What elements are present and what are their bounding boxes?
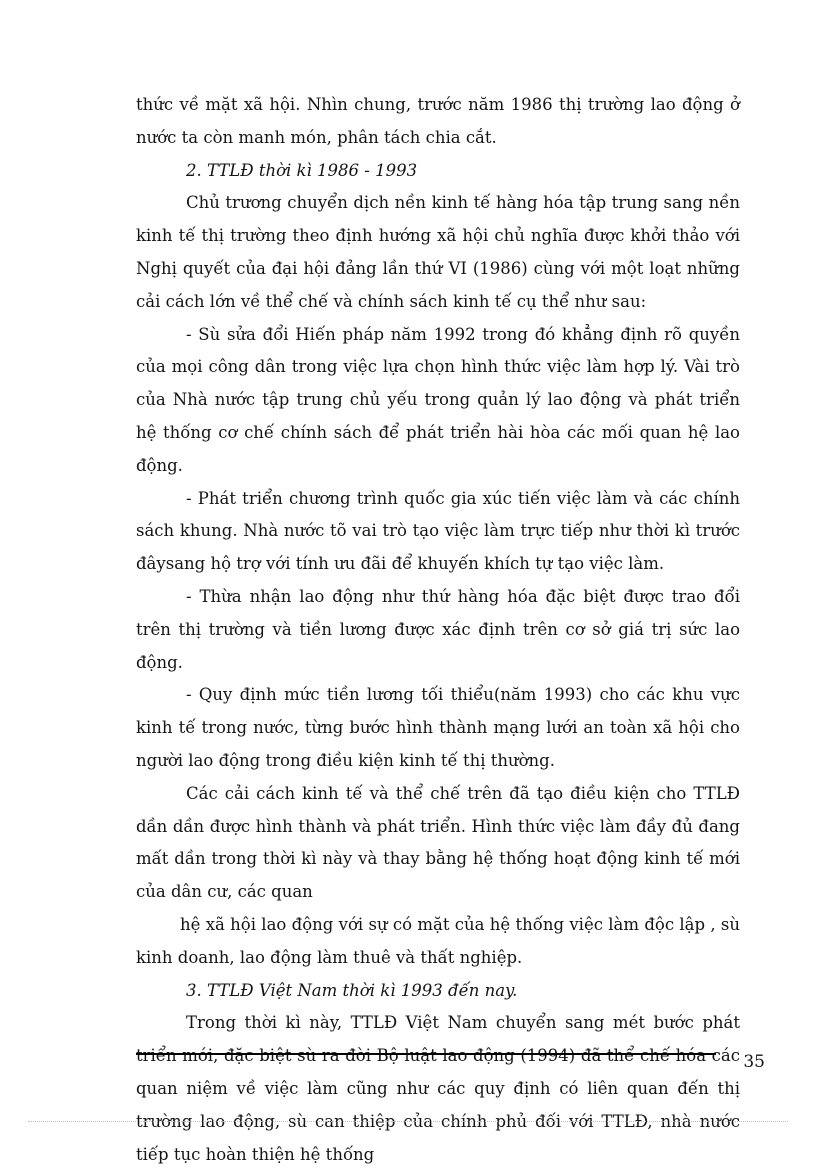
bullet-employment-program: - Phát triển chương trình quốc gia xúc tiến việc làm và các chính sách khung. Nhà nước tõ vai trò tạo việc làm trực tiếp như thời kì trước đâysang hộ trợ với tính ưu đãi để khuyến khích tự tạo việc làm. [136,488,740,574]
page-bottom-edge [28,1121,788,1122]
section-heading-2: 2. TTLĐ thời kì 1986 - 1993 [186,160,418,180]
document-body [136,89,740,1171]
paragraph-policy: Chủ trương chuyển dịch nền kinh tế hàng hóa tập trung sang nền kinh tế thị trường theo định hướng xã hội chủ nghĩa được khởi thảo với Nghị quyết của đại hội đảng lần thứ VI (1986) cùng với một loạt những cải cách lớn về thể chế và chính sách kinh tế cụ thể như sau: [136,193,740,311]
paragraph-reform-continued: hệ xã hội lao động với sự có mặt của hệ thống việc làm độc lập , sù [180,914,740,934]
paragraph-current-period: Trong thời kì này, TTLĐ Việt Nam chuyển sang mét bước phát triển mới, đặc biệt sù ra đời Bộ luật lao động (1994) đã thể chế hóa các quan niệm về việc làm cũng như các quy định có liên quan đến thị trường lao động, sù can thiệp của chính phủ đối với TTLĐ, nhà nước tiếp tục hoàn thiện hệ thống [136,1013,740,1164]
page-number: 35 [743,1052,765,1072]
paragraph-intro: thức về mặt xã hội. Nhìn chung, trước năm 1986 thị trường lao động ở nước ta còn manh món, phân tách chia cắt. [136,95,740,147]
paragraph-reform-end: kinh doanh, lao động làm thuê và thất nghiệp. [136,947,523,967]
bullet-constitution: - Sù sửa đổi Hiến pháp năm 1992 trong đó khẳng định rõ quyền của mọi công dân trong việc lựa chọn hình thức việc làm hợp lý. Vài trò của Nhà nước tập trung chủ yếu trong quản lý lao động và phát triển hệ thống cơ chế chính sách để phát triển hài hòa các mối quan hệ lao động. [136,324,740,475]
section-heading-3: 3. TTLĐ Việt Nam thời kì 1993 đến nay. [186,980,518,1000]
paragraph-reform: Các cải cách kinh tế và thể chế trên đã tạo điều kiện cho TTLĐ dần dần được hình thành và phát triển. Hình thức việc làm đầy đủ đang mất dần trong thời kì này và thay bằng hệ thống hoạt động kinh tế mới của dân cư, các quan [136,783,740,902]
bullet-minimum-wage: - Quy định mức tiền lương tối thiểu(năm 1993) cho các khu vực kinh tế trong nước, từng bước hình thành mạng lưới an toàn xã hội cho người lao động trong điều kiện kinh tế thị thường. [136,685,740,770]
footer-divider [136,1053,716,1055]
bullet-labor-commodity: - Thừa nhận lao động như thứ hàng hóa đặc biệt được trao đổi trên thị trường và tiền lương được xác định trên cơ sở giá trị sức lao động. [136,586,740,672]
